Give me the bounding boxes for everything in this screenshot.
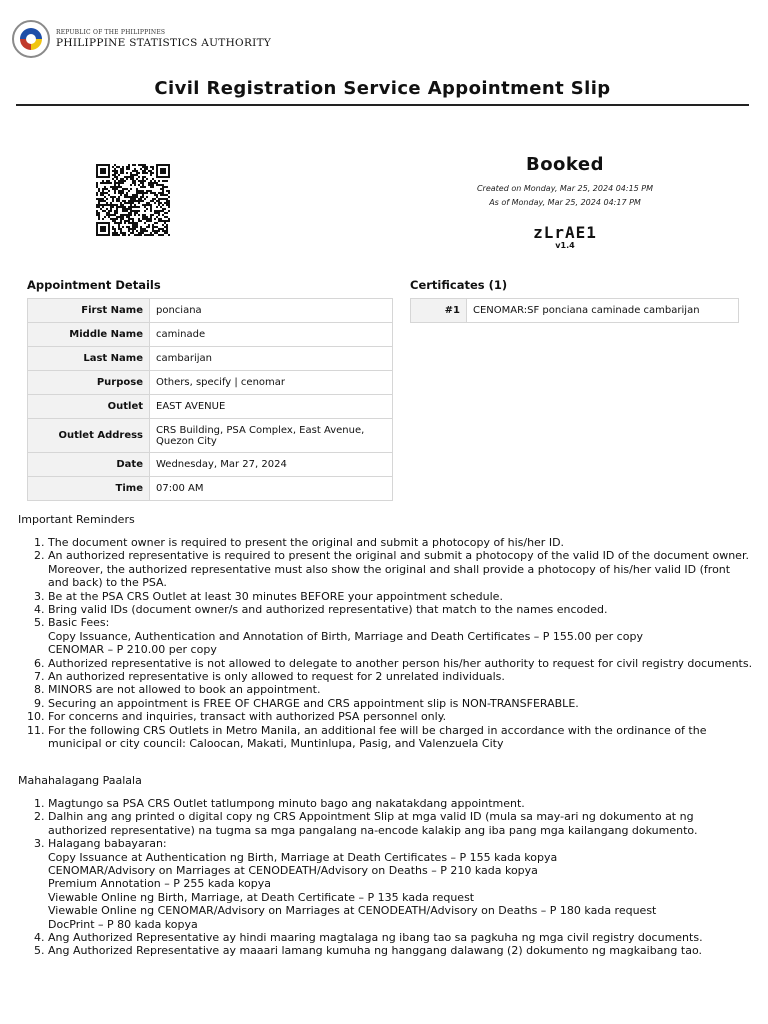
list-item: 11. For the following CRS Outlets in Metro Manila, an additional fee will be charged in accordance with the ordinance of the municipal or city council: Caloocan, Makati, Muntinlupa, Pasig, and Valenzuela City bbox=[48, 724, 754, 751]
version-label: v1.4 bbox=[555, 241, 575, 250]
table-row bbox=[28, 323, 393, 347]
page-title: Civil Registration Service Appointment Slip bbox=[154, 78, 611, 99]
qr-code-icon bbox=[96, 164, 170, 236]
table-row bbox=[28, 477, 393, 501]
list-item: 4. Ang Authorized Representative ay hindi maaring magtalaga ng ibang tao sa pagkuha ng mga civil registry documents. bbox=[48, 931, 754, 944]
mahahalagang-paalala bbox=[18, 774, 754, 958]
table-row bbox=[28, 347, 393, 371]
row-value: caminade bbox=[150, 323, 393, 347]
table-row bbox=[28, 395, 393, 419]
list-item: 5. Basic Fees: Copy Issuance, Authentication and Annotation of Birth, Marriage and Death Certificates – P 155.00 per copy CENOMAR – P 210.00 per copy bbox=[48, 616, 754, 656]
org-top: REPUBLIC OF THE PHILIPPINES bbox=[56, 28, 166, 36]
row-label: Outlet Address bbox=[28, 419, 150, 453]
title-divider bbox=[16, 104, 749, 106]
appointment-details-title: Appointment Details bbox=[27, 278, 161, 292]
paalala-list bbox=[18, 797, 754, 958]
row-label: Last Name bbox=[28, 347, 150, 371]
row-value: 07:00 AM bbox=[150, 477, 393, 501]
status-block bbox=[410, 154, 720, 250]
row-value: cambarijan bbox=[150, 347, 393, 371]
table-row bbox=[28, 299, 393, 323]
row-value: Wednesday, Mar 27, 2024 bbox=[150, 453, 393, 477]
row-value: EAST AVENUE bbox=[150, 395, 393, 419]
created-timestamp: Created on Monday, Mar 25, 2024 04:15 PM bbox=[476, 184, 654, 193]
important-reminders bbox=[18, 513, 754, 751]
row-value: ponciana bbox=[150, 299, 393, 323]
list-item: 1. Magtungo sa PSA CRS Outlet tatlumpong minuto bago ang nakatakdang appointment. bbox=[48, 797, 754, 810]
table-row bbox=[28, 371, 393, 395]
table-row bbox=[28, 453, 393, 477]
row-label: Outlet bbox=[28, 395, 150, 419]
list-item: 6. Authorized representative is not allowed to delegate to another person his/her authority to request for civil registry documents. bbox=[48, 657, 754, 670]
list-item: 9. Securing an appointment is FREE OF CHARGE and CRS appointment slip is NON-TRANSFERABLE. bbox=[48, 697, 754, 710]
reminders-list bbox=[18, 536, 754, 751]
appointment-details-table bbox=[27, 298, 393, 501]
row-label: #1 bbox=[411, 299, 467, 323]
psa-header bbox=[12, 16, 272, 62]
list-item: 10. For concerns and inquiries, transact with authorized PSA personnel only. bbox=[48, 710, 754, 723]
row-value: Others, specify | cenomar bbox=[150, 371, 393, 395]
list-item: 2. An authorized representative is required to present the original and submit a photocopy of the valid ID of the document owner. Moreover, the authorized representative must also show the original and shall provide a photocopy of his/her valid ID (front and back) to the PSA. bbox=[48, 549, 754, 589]
row-label: Middle Name bbox=[28, 323, 150, 347]
psa-seal-icon bbox=[12, 20, 50, 58]
org-name: PHILIPPINE STATISTICS AUTHORITY bbox=[56, 36, 272, 49]
list-item: 3. Halagang babayaran: Copy Issuance at Authentication ng Birth, Marriage at Death Certificates – P 155 kada kopya CENOMAR/Advisory on Marriages at CENODEATH/Advisory on Deaths – P 210 kada kopya Premium Annotation – P 255 kada kopya Viewable Online ng Birth, Marriage, at Death Certificate – P 135 kada request Viewable Online ng CENOMAR/Advisory on Marriages at CENODEATH/Advisory on Deaths – P 180 kada request DocPrint – P 80 kada kopya bbox=[48, 837, 754, 931]
list-item: 3. Be at the PSA CRS Outlet at least 30 minutes BEFORE your appointment schedule. bbox=[48, 590, 754, 603]
list-item: 4. Bring valid IDs (document owner/s and authorized representative) that match to the names encoded. bbox=[48, 603, 754, 616]
row-label: First Name bbox=[28, 299, 150, 323]
row-value: CENOMAR:SF ponciana caminade cambarijan bbox=[467, 299, 739, 323]
list-item: 2. Dalhin ang ang printed o digital copy ng CRS Appointment Slip at mga valid ID (mula sa may-ari ng dokumento at ng authorized representative) na tugma sa mga pangalang na-encode kalakip ang iba pang mga kailangang dokumento. bbox=[48, 810, 754, 837]
status-badge: Booked bbox=[525, 154, 605, 175]
certificates-title: Certificates (1) bbox=[410, 278, 508, 292]
paalala-title: Mahahalagang Paalala bbox=[18, 774, 142, 787]
row-label: Date bbox=[28, 453, 150, 477]
certificates-table bbox=[410, 298, 739, 323]
list-item: 5. Ang Authorized Representative ay maaari lamang kumuha ng hanggang dalawang (2) dokumento ng magkaibang tao. bbox=[48, 944, 754, 957]
table-row bbox=[28, 419, 393, 453]
reference-code: zLrAE1 bbox=[533, 223, 597, 242]
list-item: 8. MINORS are not allowed to book an appointment. bbox=[48, 683, 754, 696]
list-item: 1. The document owner is required to present the original and submit a photocopy of his/her ID. bbox=[48, 536, 754, 549]
as-of-timestamp: As of Monday, Mar 25, 2024 04:17 PM bbox=[489, 198, 641, 207]
list-item: 7. An authorized representative is only allowed to request for 2 unrelated individuals. bbox=[48, 670, 754, 683]
table-row bbox=[411, 299, 739, 323]
row-value: CRS Building, PSA Complex, East Avenue, Quezon City bbox=[150, 419, 393, 453]
org-text bbox=[56, 30, 271, 49]
row-label: Purpose bbox=[28, 371, 150, 395]
row-label: Time bbox=[28, 477, 150, 501]
reminders-title: Important Reminders bbox=[18, 513, 135, 526]
